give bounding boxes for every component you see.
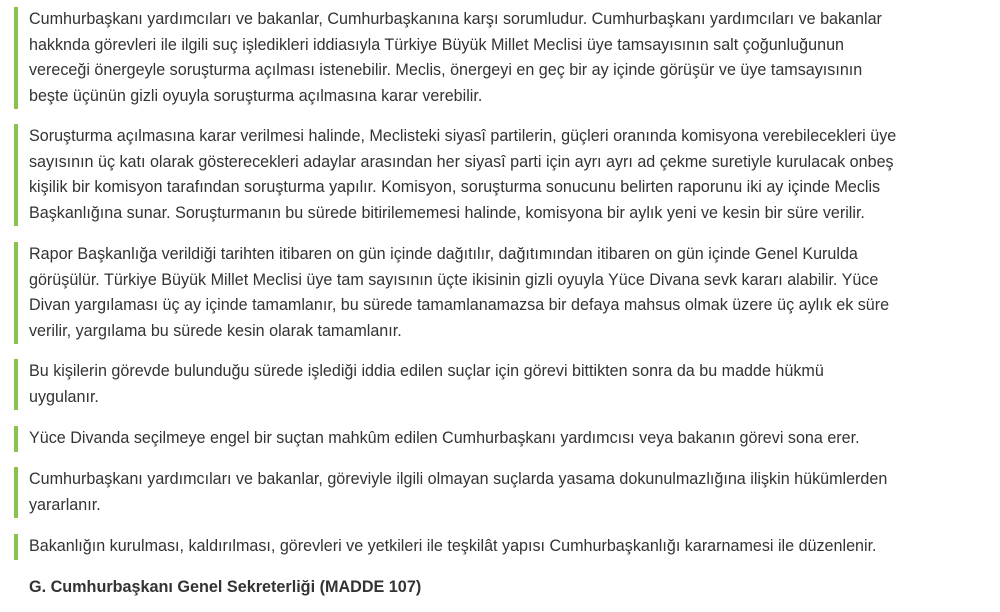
text-line: uygulanır. [29,387,99,406]
text-line: Başkanlığına sunar. Soruşturmanın bu sürede bitirilememesi halinde, komisyona bir aylık yeni ve kesin bir süre verilir. [29,203,865,222]
text-line: sayısının üç katı olarak gösterecekleri adaylar arasından her siyasî parti için ayrı ayrı ad çekme suretiyle kurulacak onbeş [29,152,894,171]
text-line: Yüce Divanda seçilmeye engel bir suçtan mahkûm edilen Cumhurbaşkanı yardımcısı veya bakanın görevi sona erer. [29,429,860,447]
blockquote-paragraph-5 [14,426,980,452]
text-line: Soruşturma açılmasına karar verilmesi halinde, Meclisteki siyasî partilerin, güçleri oranında komisyona verebilecekleri üye [29,127,897,145]
text-line: Rapor Başkanlığa verildiği tarihten itibaren on gün içinde dağıtılır, dağıtımından itibaren on gün içinde Genel Kurulda [29,245,858,263]
section-heading: G. Cumhurbaşkanı Genel Sekreterliği (MADDE 107) [29,578,422,596]
blockquote-paragraph-4 [14,359,980,410]
text-line: Bakanlığın kurulması, kaldırılması, görevleri ve yetkileri ile teşkilât yapısı Cumhurbaşkanlığı kararnamesi ile düzenlenir. [29,537,877,555]
text-line: görüşülür. Türkiye Büyük Millet Meclisi üye tam sayısının üçte ikisinin gizli oyuyla Yüce Divana sevk kararı alabilir. Yüce [29,270,879,289]
text-line: hakknda görevleri ile ilgili suç işledikleri iddiasıyla Türkiye Büyük Millet Meclisi üye tamsayısının salt çoğunluğunun [29,35,845,54]
text-line: vereceği önergeyle soruşturma açılması istenebilir. Meclis, önergeyi en geç bir ay içinde görüşür ve üye tamsayısının [29,61,863,79]
text-line: beşte üçünün gizli oyuyla soruşturma açılmasına karar verebilir. [29,86,483,105]
blockquote-paragraph-3 [14,242,980,344]
text-line: Cumhurbaşkanı yardımcıları ve bakanlar, göreviyle ilgili olmayan suçlarda yasama dokunulmazlığına ilişkin hükümlerden [29,470,888,488]
blockquote-paragraph-2 [14,124,980,226]
blockquote-paragraph-7 [14,534,980,560]
text-line: verilir, yargılama bu sürede kesin olarak tamamlanır. [29,321,402,340]
blockquote-paragraph-6 [14,467,980,518]
blockquote-paragraph-1 [14,7,980,109]
text-line: Divan yargılaması üç ay içinde tamamlanır, bu sürede tamamlanamazsa bir defaya mahsus olmak üzere üç aylık ek süre [29,296,890,314]
text-line: Bu kişilerin görevde bulunduğu sürede işlediği iddia edilen suçlar için görevi bittikten sonra da bu madde hükmü [29,362,824,380]
text-line: kişilik bir komisyon tarafından soruşturma yapılır. Komisyon, soruşturma sonucunu belirten raporunu iki ay içinde Meclis [29,178,881,196]
text-line: yararlanır. [29,495,101,514]
text-line: Cumhurbaşkanı yardımcıları ve bakanlar, Cumhurbaşkanına karşı sorumludur. Cumhurbaşkanı yardımcıları ve bakanlar [29,10,882,28]
